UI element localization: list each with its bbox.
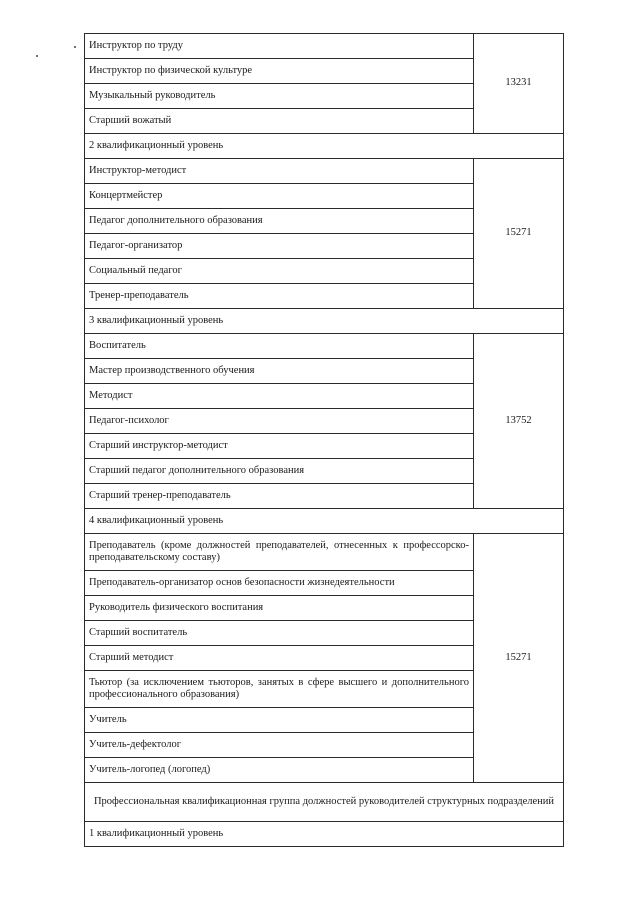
position-name: Воспитатель [85, 334, 474, 359]
position-name: Инструктор по труду [85, 34, 474, 59]
position-name: Педагог-психолог [85, 409, 474, 434]
level-header-row [85, 822, 564, 847]
position-name: Старший методист [85, 646, 474, 671]
position-name: Старший педагог дополнительного образования [85, 459, 474, 484]
level-header-row [85, 509, 564, 534]
position-name: Руководитель физического воспитания [85, 596, 474, 621]
scan-speck [36, 55, 38, 57]
table-row [85, 334, 564, 359]
position-name: Концертмейстер [85, 184, 474, 209]
position-name: Учитель [85, 708, 474, 733]
position-name: Учитель-логопед (логопед) [85, 758, 474, 783]
level-title: 2 квалификационный уровень [85, 134, 564, 159]
position-name: Инструктор-методист [85, 159, 474, 184]
position-name: Тьютор (за исключением тьюторов, занятых в сфере высшего и дополнительного профессионального образования) [85, 671, 474, 708]
salary-code: 15271 [474, 159, 564, 309]
salary-code: 13752 [474, 334, 564, 509]
position-name: Преподаватель (кроме должностей преподавателей, отнесенных к профессорско-преподавательскому составу) [85, 534, 474, 571]
level-title: 4 квалификационный уровень [85, 509, 564, 534]
position-name: Методист [85, 384, 474, 409]
position-name: Старший инструктор-методист [85, 434, 474, 459]
position-name: Музыкальный руководитель [85, 84, 474, 109]
position-name: Старший тренер-преподаватель [85, 484, 474, 509]
salary-code: 13231 [474, 34, 564, 134]
table-row [85, 159, 564, 184]
position-name: Старший вожатый [85, 109, 474, 134]
position-name: Преподаватель-организатор основ безопасности жизнедеятельности [85, 571, 474, 596]
group-header-row [85, 783, 564, 822]
table-row [85, 34, 564, 59]
scan-speck [74, 46, 76, 48]
position-name: Старший воспитатель [85, 621, 474, 646]
level-header-row [85, 134, 564, 159]
level-title: 1 квалификационный уровень [85, 822, 564, 847]
group-title: Профессиональная квалификационная группа должностей руководителей структурных подразделений [85, 783, 564, 822]
level-title: 3 квалификационный уровень [85, 309, 564, 334]
position-name: Учитель-дефектолог [85, 733, 474, 758]
salary-code: 15271 [474, 534, 564, 783]
position-name: Инструктор по физической культуре [85, 59, 474, 84]
position-name: Мастер производственного обучения [85, 359, 474, 384]
level-header-row [85, 309, 564, 334]
table-row [85, 534, 564, 571]
position-name: Тренер-преподаватель [85, 284, 474, 309]
position-name: Педагог дополнительного образования [85, 209, 474, 234]
position-name: Педагог-организатор [85, 234, 474, 259]
position-name: Социальный педагог [85, 259, 474, 284]
salary-table [84, 33, 564, 847]
